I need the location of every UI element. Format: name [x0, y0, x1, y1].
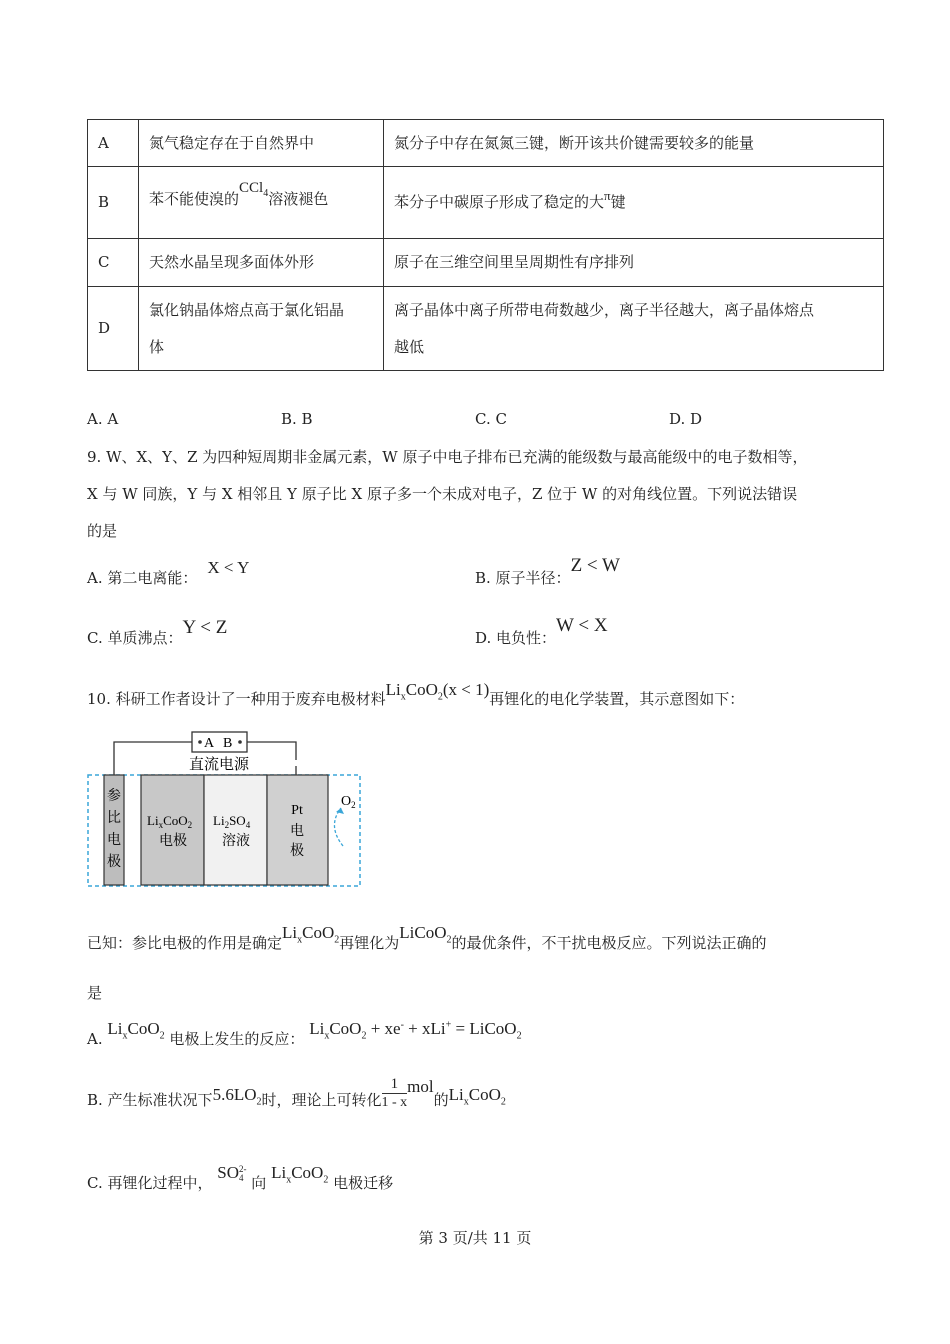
- li2so4-formula: $Li_2SO_4$: [213, 813, 251, 830]
- lixcoo2-formula: $Li_xCoO_2$: [147, 813, 193, 830]
- svg-text:溶液: 溶液: [222, 834, 250, 849]
- q10-option-c[interactable]: C. 再锂化过程中， SO 2- 4 向 $Li_xCoO_2$ 电极迁移: [87, 1163, 394, 1192]
- electrolyte: [204, 775, 267, 885]
- wire-left: [114, 742, 192, 775]
- svg-text:比: 比: [107, 811, 121, 826]
- q9-option-b[interactable]: B. 原子半径：Z < W: [475, 555, 620, 587]
- reason-cell: 氮分子中存在氮氮三键，断开该共价键需要较多的能量: [384, 120, 884, 167]
- q10-option-a[interactable]: A. $Li_xCoO_2$ 电极上发生的反应： $Li_xCoO_2 + xe^- + xLi^+$ = LiCoO$_2$: [87, 1019, 522, 1048]
- terminal-a-label: A: [204, 736, 215, 751]
- choice-d[interactable]: D. D: [669, 410, 703, 428]
- q9-option-d[interactable]: D. 电负性：W < X: [475, 615, 608, 647]
- row-key: B: [88, 167, 139, 239]
- terminal-b-label: B: [223, 736, 233, 751]
- svg-text:参: 参: [107, 789, 121, 804]
- fact-cell: 氯化钠晶体熔点高于氯化铝晶 体: [139, 287, 384, 371]
- o2-label: $O_2$: [341, 794, 356, 810]
- power-label: 直流电源: [189, 757, 250, 773]
- choice-c[interactable]: C. C: [475, 410, 507, 428]
- svg-text:电极: 电极: [159, 834, 187, 849]
- electrochemical-cell-diagram: [85, 728, 365, 890]
- table-row: [88, 167, 884, 239]
- terminal-b-dot: [238, 740, 242, 744]
- reason-cell: 原子在三维空间里呈周期性有序排列: [384, 239, 884, 287]
- svg-text:极: 极: [107, 855, 121, 870]
- o2-arrow: [334, 808, 343, 846]
- q9-stem-line2: X 与 W 同族，Y 与 X 相邻且 Y 原子比 X 原子多一个未成对电子，Z 位于 W 的对角线位置。下列说法错误: [87, 485, 798, 503]
- fact-cell: 氮气稳定存在于自然界中: [139, 120, 384, 167]
- row-key: A: [88, 120, 139, 167]
- q10-stem: 10. 科研工作者设计了一种用于废弃电极材料$Li_xCoO_2(x < 1)$再锂化的电化学装置，其示意图如下：: [87, 680, 745, 708]
- row-key: D: [88, 287, 139, 371]
- q10-option-b[interactable]: B. 产生标准状况下 $5.6LO_2$ 时，理论上可转化 $\frac{1}{1 - x}$ mol 的 $Li_xCoO_2$: [87, 1075, 506, 1110]
- table-row: [88, 120, 884, 167]
- table-row: [88, 287, 884, 371]
- q9-option-c[interactable]: C. 单质沸点：Y < Z: [87, 617, 228, 647]
- q10-known-line2: 是: [87, 984, 103, 1002]
- reason-cell: 苯分子中碳原子形成了稳定的大π键: [384, 167, 884, 239]
- choice-a[interactable]: A. A: [87, 410, 119, 428]
- svg-text:电: 电: [290, 824, 304, 839]
- fact-cell: 苯不能使溴的CCl$_4$溶液褪色: [139, 167, 384, 239]
- reason-cell: 离子晶体中离子所带电荷数越少，离子半径越大，离子晶体熔点 越低: [384, 287, 884, 371]
- svg-text:极: 极: [290, 844, 304, 859]
- terminal-a-dot: [198, 740, 202, 744]
- svg-text:Pt: Pt: [291, 803, 303, 818]
- table-row: [88, 239, 884, 287]
- fact-cell: 天然水晶呈现多面体外形: [139, 239, 384, 287]
- page-footer: 第 3 页/共 11 页: [418, 1229, 532, 1247]
- svg-text:电: 电: [107, 833, 121, 848]
- q9-stem-line1: 9. W、X、Y、Z 为四种短周期非金属元素，W 原子中电子排布已充满的能级数与最高能级中的电子数相等，: [87, 448, 808, 466]
- options-table: [87, 119, 884, 371]
- q9-option-a[interactable]: A. 第二电离能：X < Y: [87, 558, 250, 587]
- q9-stem-line3: 的是: [87, 522, 118, 540]
- row-key: C: [88, 239, 139, 287]
- wire-right: [247, 742, 296, 760]
- q10-known-line1: 已知：参比电极的作用是确定$Li_xCoO_2$再锂化为LiCoO$_2$的最优条件，不干扰电极反应。下列说法正确的: [87, 923, 767, 952]
- choice-b[interactable]: B. B: [281, 410, 313, 428]
- lixcoo2-electrode: [141, 775, 204, 885]
